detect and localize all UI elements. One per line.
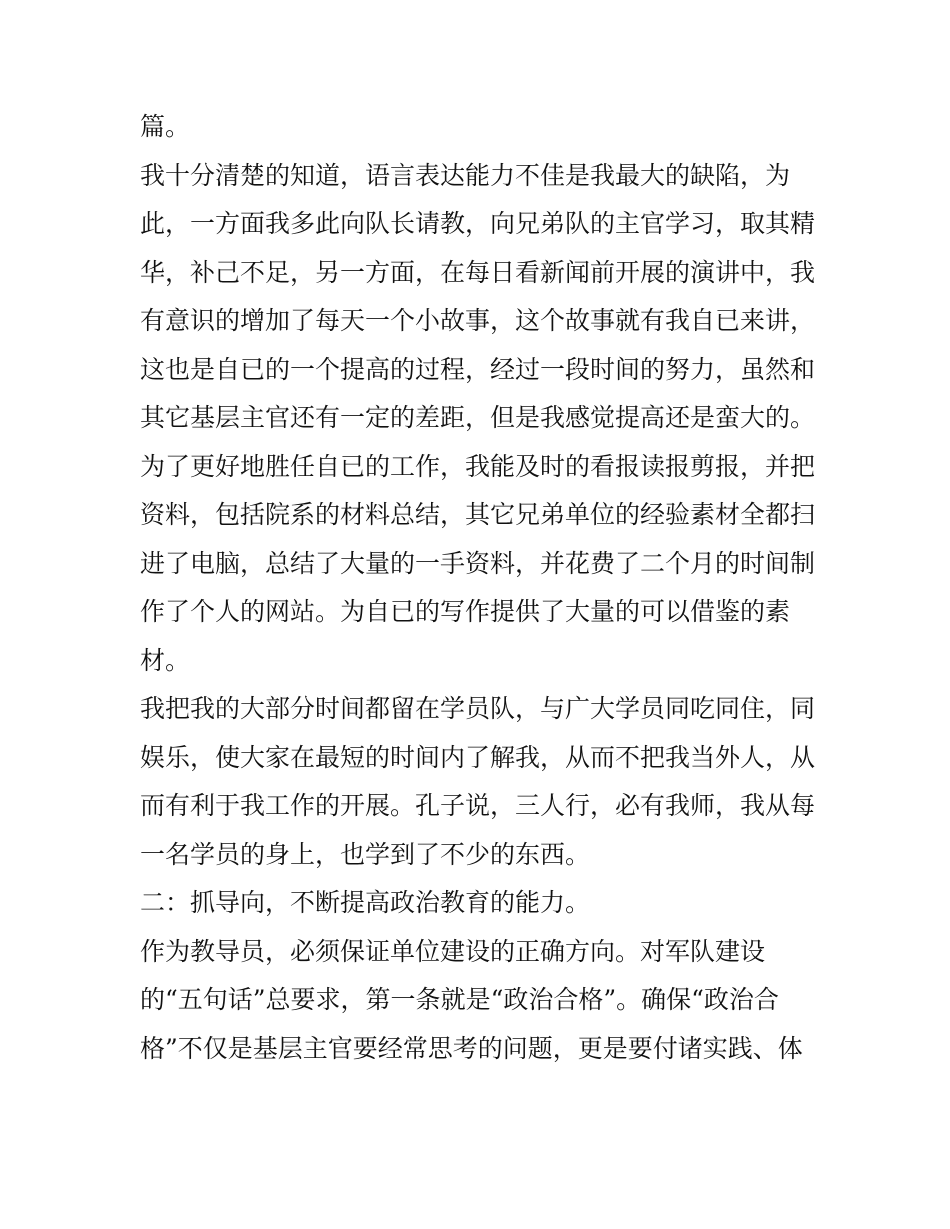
- text-line: 一名学员的身上，也学到了不少的东西。: [140, 839, 591, 869]
- text-line: 资料，包括院系的材料总结，其它兄弟单位的经验素材全都扫: [140, 500, 816, 529]
- text-line: 我把我的大部分时间都留在学员队，与广大学员同吃同住，同: [140, 694, 816, 723]
- text-line: 我十分清楚的知道，语言表达能力不佳是我最大的缺陷，为: [140, 160, 791, 190]
- text-line: 为了更好地胜任自已的工作，我能及时的看报读报剪报，并把: [140, 451, 816, 481]
- text-line: 作为教导员，必须保证单位建设的正确方向。对军队建设: [140, 936, 766, 966]
- text-line: 篇。: [140, 112, 191, 141]
- text-line: 其它基层主官还有一定的差距，但是我感觉提高还是蛮大的。: [140, 403, 816, 432]
- document-body: [140, 103, 830, 1073]
- text-line: 此，一方面我多此向队长请教，向兄弟队的主官学习，取其精: [140, 209, 816, 238]
- text-line: 娱乐，使大家在最短的时间内了解我，从而不把我当外人，从: [140, 742, 816, 772]
- text-line: 作了个人的网站。为自已的写作提供了大量的可以借鉴的素: [140, 597, 791, 626]
- text-line: 有意识的增加了每天一个小故事，这个故事就有我自已来讲，: [140, 306, 816, 335]
- text-line: 华，补己不足，另一方面，在每日看新闻前开展的演讲中，我: [140, 257, 816, 287]
- text-line: 材。: [140, 645, 191, 675]
- text-line: 而有利于我工作的开展。孔子说，三人行，必有我师，我从每: [140, 791, 816, 820]
- text-line: 这也是自已的一个提高的过程，经过一段时间的努力，虽然和: [140, 354, 816, 384]
- section-heading: 二：抓导向，不断提高政治教育的能力。: [140, 888, 591, 917]
- text-line: 格”不仅是基层主官要经常思考的问题，更是要付诸实践、体: [140, 1033, 803, 1063]
- text-line: 的“五句话”总要求，第一条就是“政治合格”。确保“政治合: [140, 985, 779, 1014]
- text-line: 进了电脑，总结了大量的一手资料，并花费了二个月的时间制: [140, 548, 816, 578]
